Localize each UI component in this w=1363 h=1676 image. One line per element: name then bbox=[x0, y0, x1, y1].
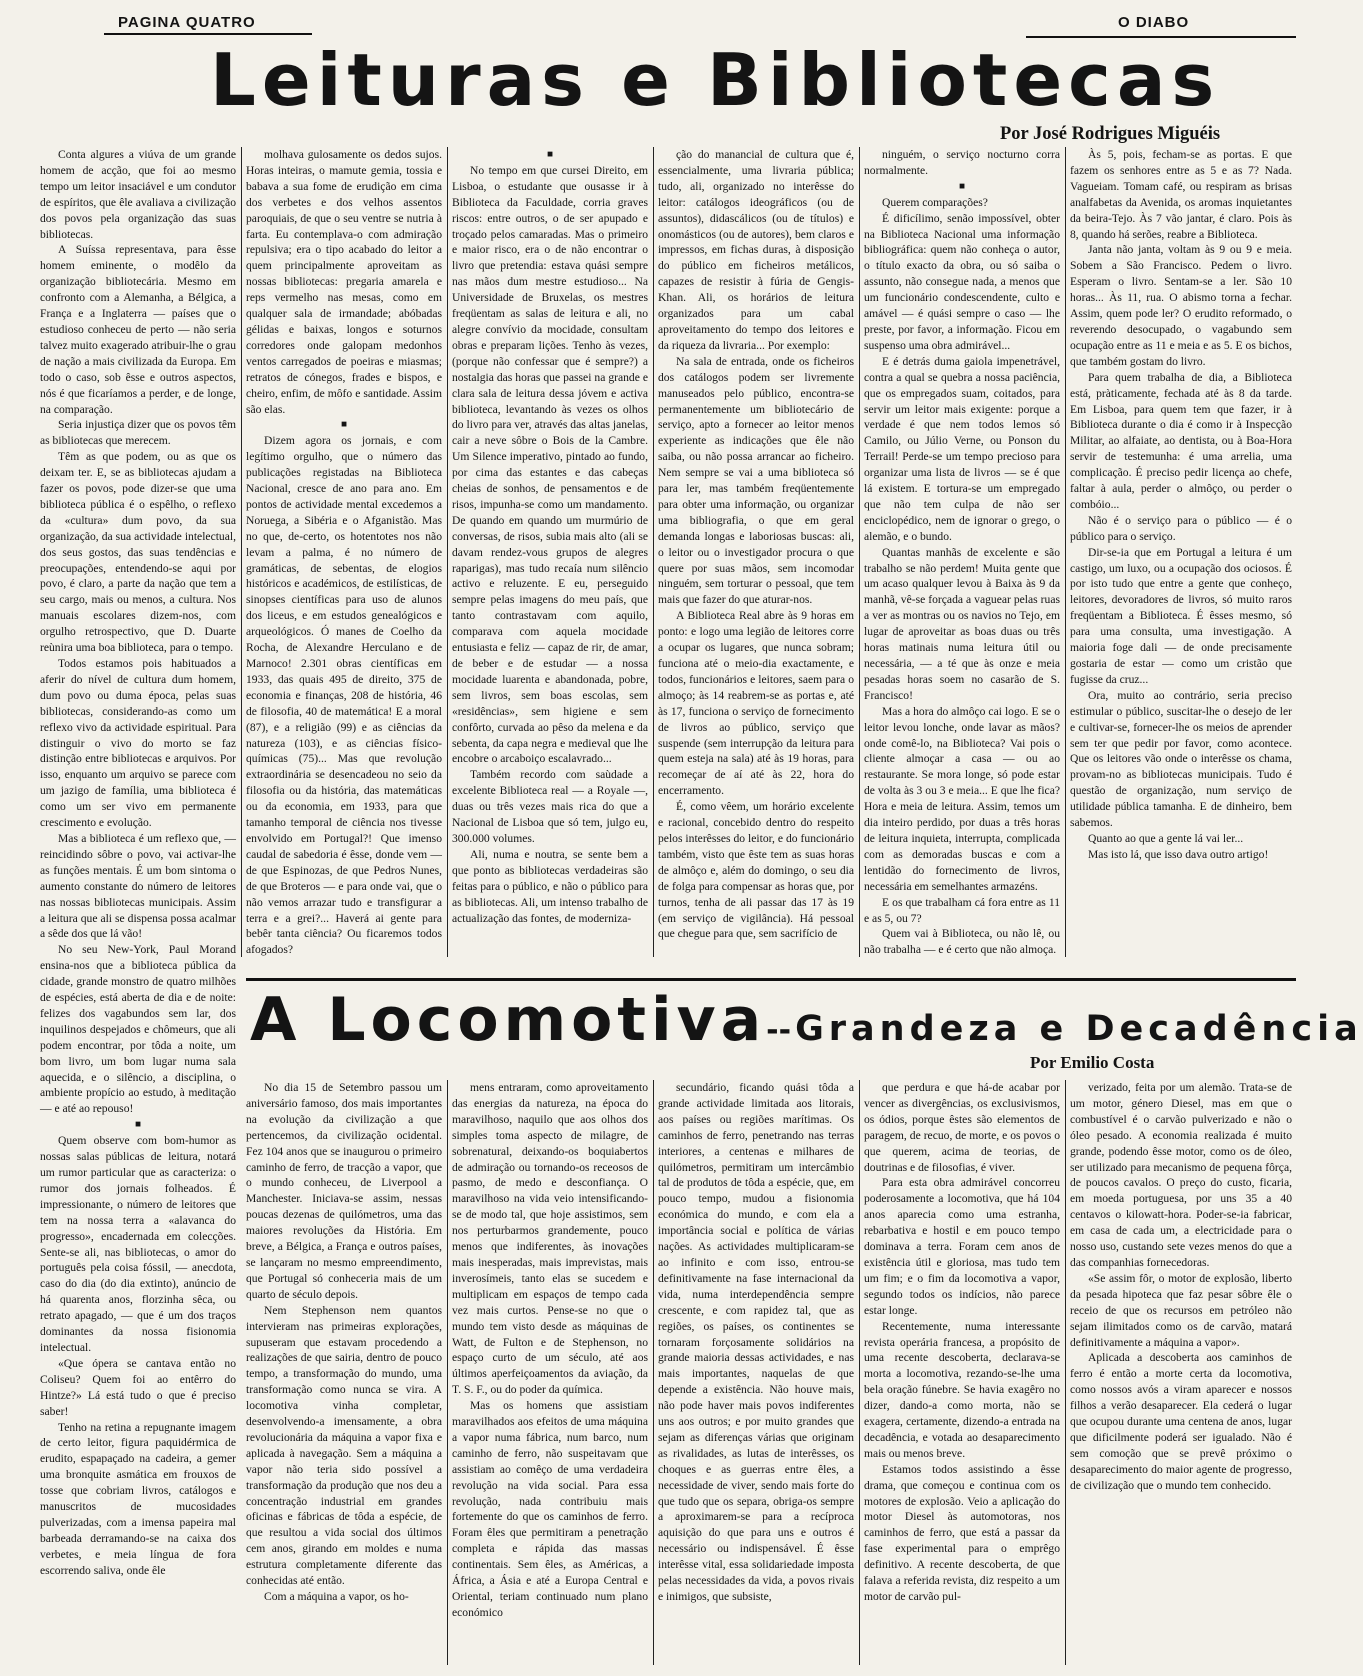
article2-byline: Por Emilio Costa bbox=[1030, 1053, 1155, 1072]
column-rule bbox=[1065, 1080, 1066, 1665]
paragraph: ninguém, o serviço nocturno corra normalmente. bbox=[864, 148, 1060, 177]
paragraph: É, como vêem, um horário excelente e racional, concebido dentro do respeito pelos interêsses do leitor, e do funcionário também, visto que êste tem as suas horas de almôço e, além do domingo, o seu dia de folga para compensar as horas que, por turnos, tenha de ali passar das 17 às 19 (em serviço de vigilância). Há pessoal que chegue para que, sem sacrifício de bbox=[658, 800, 854, 941]
column-rule bbox=[653, 1080, 654, 1665]
paragraph: «Que ópera se cantava então no Coliseu? Quem foi ao entêrro do Hintze?» Lá está tudo o que é preciso saber! bbox=[40, 1356, 236, 1418]
paragraph: Quem observe com bom-humor as nossas salas públicas de leitura, notará um rumor particular que as caracteriza: o rumor dos jornais folheados. É impressionante, o número de leitores que tem na nossa terra a «alavanca do progresso», encadernada em colecções. Sente-se ali, nas bibliotecas, o amor do português pela coisa fóssil, — anecdota, caso do dia (do dia extinto), anúncio de há quarenta anos, florzinha sêca, ou retrato apagado, — que é um dos traços dominantes da nossa fisionomia intelectual. bbox=[40, 1134, 236, 1354]
paragraph: No seu New-York, Paul Morand ensina-nos que a biblioteca pública da cidade, grande monstro de quatro milhões de espécies, está aberta de dia e de noite: felizes dos vagabundos sem lar, dos inquilinos despejados e chômeurs, que ali podem encontrar, por tôda a noite, um bom livro, um bom lugar numa sala aquecida, e o silêncio, a disciplina, o ambiente propício ao estudo, à meditação — e até ao repouso! bbox=[40, 943, 236, 1116]
paragraph: Querem comparações? bbox=[882, 195, 988, 209]
article2-column bbox=[1070, 1080, 1292, 1670]
paragraph: No tempo em que cursei Direito, em Lisboa, o estudante que ousasse ir à Biblioteca da Faculdade, corria graves riscos: entre outros, o de ser apupado e troçado pelos camaradas. Mas o primeiro e maior risco, era o de não encontrar o livro que pretendia: estava quási sempre nas mãos dum mestre estudioso... Na Universidade de Bruxelas, os mestres freqüentam as salas de leitura e ali, no alegre convívio da mocidade, consultam obras e preparam lições. Tenho às vezes, (porque não confessar que é sempre?) a nostalgia das horas que passei na grande e clara sala de leitura dessa jóvem e activa biblioteca, levantando às vezes os olhos do livro para ver, através das altas janelas, cair a neve sôbre o Bois de la Cambre. Um Silence imperativo, pintado ao fundo, por cima das estantes e das cabeças cheias de sonhos, de pensamentos e de risos, impunha-se como um mandamento. De quando em quando um murmúrio de conversas, de risos, subia mais alto (ali se davam rendez-vous grupos de alegres raparigas), mas tudo recaía num silêncio activo e reluzente. E eu, perseguido sempre pelas imagens do meu país, que tanto contrastavam com aquilo, comparava com aquela mocidade entusiasta e feliz — capaz de rir, de amar, de beber e de estudar — a nossa mocidade luarenta e abandonada, pobre, sem livros, sem boas escolas, sem «residências», sem higiene e sem confôrto, curvada ao pêso da melena e da sebenta, da capa negra e medieval que lhe encobre o arcaboiço escalavrado... bbox=[452, 163, 648, 766]
paragraph: Tenho na retina a repugnante imagem de certo leitor, figura paquidérmica de erudito, espapaçado na cadeira, a gemer uma bronquite asmática em frouxos de tosse que cobriam livros, catálogos e manuscritos de mucosidades pulverizadas, com a imensa papeira mal barbeada derramando-se na caixa dos verbetes, e meia língua de fora escorrendo saliva, onde êle bbox=[40, 1420, 236, 1577]
article2-title-main: A Locomotiva bbox=[250, 985, 767, 1055]
paragraph: Aplicada a descoberta aos caminhos de ferro é então a morte certa da locomotiva, como nossos avós a viram aparecer e nossos filhos a verão desaparecer. Ela cederá o lugar que ocupou durante uma centena de anos, lugar que dificilmente poderá ser igualado. Não é sem comoção que se prevê próximo o desaparecimento do maior agente de progresso, de civilização que o mundo tem conhecido. bbox=[1070, 1351, 1292, 1492]
paragraph: secundário, ficando quási tôda a grande actividade limitada aos litorais, aos países ou regiões marítimas. Os caminhos de ferro, penetrando nas terras interiores, a centenas e milhares de quilómetros, permitiram um intercâmbio tal de produtos de tôda a espécie, que, em pouco tempo, mudou a fisionomia económica do mundo, e com ela a importância social e política de várias nações. As actividades multiplicaram-se ao infinito e com isso, entrou-se definitivamente na fase internacional da vida, numa interdependência sempre crescente, e com rapidez tal, que as regiões, os países, os continentes se tornaram forçosamente solidários na grande maioria dessas actividades, e nas mais importantes, naquelas de que depende a existência. Não houve mais, não pode haver mais povos indiferentes uns aos outros; e por muito grandes que sejam as diferenças várias que originam as rivalidades, as lutas de interêsses, os choques e as guerras entre êles, a necessidade de viver, sendo mais forte do que tudo que os separa, obriga-os sempre a aproximarem-se para a recíproca aquisição do que para uns e outros é necessário ou indispensável. É êsse interêsse vital, essa solidariedade imposta pelas necessidades da vida, a povos rivais e inimigos, que subsiste, bbox=[658, 1081, 854, 1603]
paragraph: Não é o serviço para o público — é o público para o serviço. bbox=[1070, 513, 1292, 543]
paragraph: Também recordo com saùdade a excelente Biblioteca real — a Royale —, duas ou três vezes mais rica do que a Nacional de Lisboa que só tem, julgo eu, 300.000 volumes. bbox=[452, 768, 648, 845]
paragraph: É dificílimo, senão impossível, obter na Biblioteca Nacional uma informação bibliográfica: quem não conheça o autor, o título exacto da obra, ou só saiba o assunto, não consegue nada, a menos que um funcionário condescendente, culto e amável — é quási sempre o caso — lhe preste, por favor, a informação. Ficou em suspenso uma obra admirável... bbox=[864, 211, 1060, 352]
paragraph: Na sala de entrada, onde os ficheiros dos catálogos podem ser livremente manuseados pelo público, encontra-se permanentemente um bibliotecário de serviço, apto a fornecer ao leitor menos experiente as indicações que êle não saiba, ou não possa arrancar ao ficheiro. Nem sempre se vai a uma biblioteca só para ler, mas também freqüentemente para obter uma informação, ou organizar uma bibliografia, o que em geral demanda longas e laboriosas buscas: ali, o leitor ou o investigador procura o que quere por suas mãos, sem incomodar ninguém, sem torturar o pessoal, que tem mais que fazer do que aturar-nos. bbox=[658, 354, 854, 607]
article2-title bbox=[250, 985, 1363, 1055]
paragraph: Mas os homens que assistiam maravilhados aos efeitos de uma máquina a vapor numa fábrica, num barco, num caminho de ferro, não suspeitavam que assistiam ao comêço de uma verdadeira revolução na vida social. Para essa revolução, nada contribuiu mais fortemente do que os caminhos de ferro. Foram êles que permitiram a penetração completa e rápida das massas continentais. Sem êles, as Américas, a África, a Ásia e até a Europa Central e Oriental, teriam continuado num plano económico bbox=[452, 1399, 648, 1619]
paragraph: No dia 15 de Setembro passou um aniversário famoso, dos mais importantes na evolução da civilização a que pertencemos, da civilização ocidental. Fez 104 anos que se inaugurou o primeiro caminho de ferro, de tracção a vapor, que o mundo conheceu, de Liverpool a Manchester. Iniciava-se assim, nessas poucas dezenas de quilómetros, uma das maiores revoluções da História. Em breve, a Bélgica, a França e outros países, se lançaram no mesmo empreendimento, que Portugal só conheceria mais de um quarto de século depois. bbox=[246, 1081, 442, 1301]
article1-column bbox=[658, 147, 854, 977]
paragraph: Nem Stephenson nem quantos intervieram nas primeiras explorações, supuseram que estavam procedendo a realizações de que sairia, dentro de pouco tempo, a transformação do mundo, uma transformação como nunca se vira. A locomotiva vinha completar, desenvolvendo-a imensamente, a obra revolucionária da máquina a vapor fixa e aplicada à navegação. Sem a máquina a vapor não teria sido possível a transformação da produção que nos deu a concentração industrial em grandes oficinas e fábricas de tôda a espécie, de que resultou a vida social dos últimos cem anos, girando em moldes e numa estrutura completamente diferente das conhecidas até então. bbox=[246, 1303, 442, 1588]
paragraph: Para quem trabalha de dia, a Biblioteca está, pràticamente, fechada até às 8 da tarde. Em Lisboa, para quem tem que fazer, ir à Biblioteca durante o dia é como ir à Inspecção Militar, ao alfaiate, ao dentista, ou à Boa-Hora servir de testemunha: é uma arrelia, uma complicação. É preciso pedir licença ao chefe, faltar à aula, perder o almôço, ou perder o combóio... bbox=[1070, 370, 1292, 511]
paragraph: Recentemente, numa interessante revista operária francesa, a propósito de uma recente descoberta, declarava-se morta a locomotiva, rezando-se-lhe uma bela oração fúnebre. Se havia exagêro no dizer, dando-a como morta, não se exagera, certamente, dizendo-a entrada na decadência, e votada ao desaparecimento mais ou menos breve. bbox=[864, 1319, 1060, 1460]
paragraph: E os que trabalham cá fora entre as 11 e as 5, ou 7? bbox=[864, 895, 1060, 925]
section-ornament: ■ bbox=[546, 149, 554, 160]
paragraph: Mas isto lá, que isso dava outro artigo! bbox=[1088, 847, 1269, 861]
paragraph: Ali, numa e noutra, se sente bem a que ponto as bibliotecas verdadeiras são feitas para o público, e não o público para as bibliotecas. Ali, um intenso trabalho de actualização das fontes, de moderniza- bbox=[452, 847, 648, 925]
running-head-right: O DIABO bbox=[1118, 14, 1190, 31]
paragraph: «Se assim fôr, o motor de explosão, liberto da pesada hipoteca que faz pesar sôbre êle o receio de que os recursos em petróleo não sejam ilimitados como os de carvão, matará definitivamente a máquina a vapor». bbox=[1070, 1271, 1292, 1349]
section-ornament: ■ bbox=[340, 419, 348, 431]
article1-byline: Por José Rodrigues Miguéis bbox=[1000, 124, 1221, 144]
paragraph: Seria injustiça dizer que os povos têm as bibliotecas que merecem. bbox=[40, 418, 236, 448]
article2-column bbox=[658, 1080, 854, 1670]
article1-column bbox=[452, 147, 648, 977]
paragraph: Quanto ao que a gente lá vai ler... bbox=[1088, 831, 1244, 845]
paragraph: Dizem agora os jornais, e com legítimo orgulho, que o número das publicações registadas na Biblioteca Nacional, cresce de ano para ano. Em pontos de actividade mental excedemos a Noruega, a Sibéria e o Afganistão. Mas no que, de-certo, os hotentotes nos não levam a palma, é no número de gramáticas, de sebentas, de elogios históricos e académicos, de estilísticas, de sinopses científicas para uso de alunos dos liceus, e em estudos genealógicos e arqueológicos. Ó manes de Coelho da Rocha, de Alexandre Herculano e de Marnoco! 2.301 obras científicas em 1933, das quais 495 de direito, 375 de economia e finanças, 208 de história, 46 de filosofia, 40 de matemática! E a moral (87), e a religião (99) e as ciências da natureza (103), e as ciências físico-químicas (75)... Mas que revolução extraordinária se desencadeou no seio da filosofia ou da história, das matemáticas ou da economia, em 1933, para que tamanho temporal de ciência nos tivesse envolvido em Portugal?! Que imenso caudal de sabedoria é êsse, donde vem — de que Espinozas, de que Pedros Nunes, de que Broteros — e para onde vai, que o não vemos arrazar tudo e transfigurar a terra e a grei?... Haverá ai gente para bebêr tanta ciência? Ou ficaremos todos afogados? bbox=[246, 434, 442, 957]
paragraph: que perdura e que há-de acabar por vencer as divergências, os exclusivismos, os ódios, porque êstes são elementos de paragem, de recuo, de morte, e os povos o que querem, acima de teorias, de doutrinas e de filosofias, é viver. bbox=[864, 1081, 1060, 1174]
paragraph: Mas a biblioteca é um reflexo que, — reincidindo sôbre o povo, vai activar-lhe as funções mentais. É um bom sintoma o aumento constante do número de leitores nas nossas bibliotecas municipais. Assim a leitura que ali se dispensa possa acalmar a sêde dos que lá vão! bbox=[40, 831, 236, 941]
paragraph: E é detrás duma gaiola impenetrável, contra a qual se quebra a nossa paciência, que os empregados suam, coitados, para servir um leitor mais exigente: porque a verdade é que nem todos lemos só Camilo, ou Júlio Verne, ou Ponson du Terrail! Perde-se um tempo precioso para organizar uma lista de livros — se é que lá existem. E tortura-se um empregado que não tem culpa de não ser enciclopédico, nem de ignorar o grego, o alemão, e o bundo. bbox=[864, 354, 1060, 543]
section-ornament: ■ bbox=[134, 1119, 142, 1131]
article2-column bbox=[864, 1080, 1060, 1670]
column-rule bbox=[859, 1080, 860, 1665]
paragraph: Com a máquina a vapor, os ho- bbox=[264, 1590, 409, 1603]
paragraph: A Biblioteca Real abre às 9 horas em ponto: e logo uma legião de leitores corre a ocupar os lugares, que nunca sobram; funciona até o meio-dia exactamente, e todos, funcionários e leitores, saem para o almoço; às 14 reabrem-se as portas e, até às 17, funciona o serviço de fornecimento de livros ao público, serviço que suspende (sem interrupção da leitura para quem esteja na sala) até às 19 horas, para recomeçar de aí até às 22, hora do encerramento. bbox=[658, 609, 854, 798]
paragraph: Quem vai à Biblioteca, ou não lê, ou não trabalha — e é certo que não almoça. bbox=[864, 927, 1060, 957]
article2-column bbox=[452, 1080, 648, 1670]
paragraph: A Suíssa representava, para êsse homem eminente, o modêlo da organização bibliotecária. Mesmo em confronto com a Alemanha, a Bélgica, a França e a Inglaterra — países que o estudioso conheceu de perto — não seria talvez muito exagerado atribuir-lhe o grau de nação a mais civilizada da Europa. Em todo o caso, sob êsse e outros aspectos, nós é que ficaríamos a perder, e de longe, na comparação. bbox=[40, 243, 236, 416]
article1-column bbox=[246, 147, 442, 977]
paragraph: Conta algures a viúva de um grande homem de acção, que foi ao mesmo tempo um leitor insaciável e um condutor de espíritos, que êle avaliava a civilização dos povos pela organização das suas bibliotecas. bbox=[40, 148, 236, 241]
paragraph: Ora, muito ao contrário, seria preciso estimular o público, suscitar-lhe o desejo de ler e cultivar-se, fornecer-lhe os meios de aprender sem ter que pedir por favor, como acontece. Que os leitores vão onde o interêsse os chama, provam-no as bibliotecas municipais. Tudo é questão de organização, num serviço de utilidade pública tamanha. E de dinheiro, bem sabemos. bbox=[1070, 688, 1292, 830]
article2-title-sub: Grandeza e Decadência bbox=[795, 1009, 1363, 1049]
article1-column bbox=[1070, 147, 1292, 977]
paragraph: verizado, feita por um alemão. Trata-se de um motor, género Diesel, mas em que o combustível é o carvão pulverizado e não o óleo pesado. A economia realizada é muito grande, podendo êsse motor, como os de óleo, ser utilizado para mecanismo de pequena fôrça, de poucos cavalos. O preço do custo, ficaria, em moeda portuguesa, por uns 35 a 40 centavos o kilowatt-hora. Poder-se-ia fabricar, em casa de cada um, a electricidade para o nosso uso, custando sete vezes menos do que a das companhias fornecedoras. bbox=[1070, 1081, 1292, 1269]
article2-column bbox=[246, 1080, 442, 1670]
running-head-left-rule bbox=[104, 33, 312, 35]
column-rule bbox=[653, 147, 654, 957]
column-rule bbox=[1065, 147, 1066, 957]
article-separator-rule bbox=[246, 978, 1296, 981]
section-ornament: ■ bbox=[958, 180, 966, 192]
paragraph: Janta não janta, voltam às 9 ou 9 e meia. Sobem a São Francisco. Pedem o livro. Esperam o livro. Sentam-se a ler. São 10 horas... Às 11, rua. O abismo torna a fechar. Assim, quem pode ler? O erudito reformado, o reverendo desocupado, o vagabundo sem ocupação entre as 11 e meia e as 5. E os bichos, que também gostam do livro. bbox=[1070, 243, 1292, 368]
paragraph: Para esta obra admirável concorreu poderosamente a locomotiva, que há 104 anos aparecia como uma estranha, rebarbativa e hostil e em pouco tempo dominava a terra. Foram cem anos de existência útil e gloriosa, mas tudo tem um fim; e o fim da locomotiva a vapor, segundo todos os indícios, não parece estar longe. bbox=[864, 1176, 1060, 1317]
paragraph: mens entraram, como aproveitamento das energias da natureza, na época do maravilhoso, naquilo que aos olhos dos simples toma aspecto de milagre, de sobrenatural, deixando-os boquiabertos de admiração ou tornando-os receosos de pasmo, de medo e desconfiança. O maravilhoso na vida veio intensificando-se de modo tal, que hoje assistimos, sem nos perturbarmos grandemente, pouco menos que indiferentes, às inovações mais inesperadas, mais imprevistas, mais inverosímeis, tanto elas se sucedem e multiplicam em espaços de tempo cada vez mais curtos. Pense-se no que o mundo tem visto desde as máquinas de Watt, de Fulton e de Stephenson, no espaço curto de um século, até aos últimos aperfeiçoamentos da aviação, da T. S. F., ou do poder da química. bbox=[452, 1081, 648, 1397]
paragraph: Mas a hora do almôço cai logo. E se o leitor levou lonche, onde lavar as mãos? onde comê-lo, na Biblioteca? Vai pois o cliente almoçar a casa — ou ao restaurante. Se mora longe, só pode estar de volta às 3 ou 3 e meia... E que lhe fica? Hora e meia de leitura. Assim, temos um dia inteiro perdido, por duas a três horas de leitura inquieta, interrupta, complicada com as demoradas buscas e com a lentidão do fornecimento de livros, necessária em semelhantes armazéns. bbox=[864, 704, 1060, 893]
paragraph: Quantas manhãs de excelente e são trabalho se não perdem! Muita gente que um acaso qualquer levou à Baixa às 9 da manhã, vê-se forçada a vaguear pelas ruas a ver as montras ou os navios no Tejo, em lugar de aproveitar as boas duas ou três horas matinais numa leitura útil ou necessária, — a té que às onze e meia pesadas horas soem no casarão de S. Francisco! bbox=[864, 545, 1060, 702]
article1-title: Leituras e Bibliotecas bbox=[210, 38, 1221, 122]
article1-column bbox=[40, 147, 236, 1577]
column-rule bbox=[447, 1080, 448, 1665]
paragraph: Têm as que podem, ou as que os deixam ter. E, se as bibliotecas ajudam a fazer os povos, pode dizer-se que uma biblioteca pública é o espêlho, o reflexo da «cultura» dum povo, da sua organização, da sua actividade intelectual, dos seus gostos, das suas tendências e preocupações, entendendo-se aqui por povo, é claro, a parte da nação que tem a seu cargo, mais ou menos, a cultura. Nos manuais escolares dizem-nos, com orgulho retrospectivo, que D. Duarte reùnira uma boa biblioteca, para o tempo. bbox=[40, 450, 236, 655]
running-head-left: PAGINA QUATRO bbox=[118, 14, 256, 31]
paragraph: ção do manancial de cultura que é, essencialmente, uma livraria pública; tudo, ali, organizado no interêsse do leitor: catálogos ideográficos (ou de assuntos), didascálicos (ou de títulos) e onomásticos (ou de autores), bem claros e impressos, em fichas duras, à disposição do público em ficheiros metálicos, capazes de resistir à fúria de Gengis-Khan. Ali, os horários de leitura organizados para um cabal aproveitamento do tempo dos leitores e da riqueza da livraria... Por exemplo: bbox=[658, 148, 854, 352]
column-rule bbox=[447, 147, 448, 957]
column-rule bbox=[241, 147, 242, 957]
article2-title-dash: -- bbox=[766, 1013, 792, 1048]
paragraph: Todos estamos pois habituados a aferir do nível de cultura dum homem, dum povo ou duma época, pelas suas bibliotecas, considerando-as como um reflexo vivo da actividade espiritual. Para distinguir o vivo do morto se faz distinção entre bibliotecas e arquivos. Por isso, enquanto um arquivo se parece com um jazigo de família, uma biblioteca é como um ser vivo em permanente crescimento e evolução. bbox=[40, 657, 236, 830]
column-rule bbox=[859, 147, 860, 957]
paragraph: Dir-se-ia que em Portugal a leitura é um castigo, um luxo, ou a ocupação dos ociosos. É por isto tudo que entre a gente que conheço, leitores, devoradores de livros, só muito raros freqüentam a Biblioteca. É êsses mesmo, só para uma consulta, uma investigação. A maioria foge dali — de onde precisamente gostaria de estar — como um cristão que fugisse da cruz... bbox=[1070, 545, 1292, 686]
paragraph: Estamos todos assistindo a êsse drama, que começou e continua com os motores de explosão. Veio a aplicação do motor Diesel às automotoras, nos caminhos de ferro, que está a passar da fase experimental para o emprêgo definitivo. A recente descoberta, de que falava a referida revista, diz respeito a um motor de carvão pul- bbox=[864, 1462, 1060, 1603]
article1-column bbox=[864, 147, 1060, 977]
paragraph: molhava gulosamente os dedos sujos. Horas inteiras, o mamute gemia, tossia e babava a sua fome de erudição em cima dos verbetes e dos velhos assentos paroquiais, de que o seu ventre se nutria à farta. Eu contemplava-o com admiração repulsiva; era o tipo acabado do leitor a quem principalmente aproveitam as nossas bibliotecas: pregaria amarela e reps vermelho nas mesas, como em qualquer sala de irmandade; abóbadas gélidas e baixas, longos e soturnos corredores onde galopam medonhos ventos carregados de poeiras e miasmas; retratos de cónegos, frades e bispos, e cheiro, enfim, de môfo e santidade. Assim são elas. bbox=[246, 148, 442, 416]
paragraph: Às 5, pois, fecham-se as portas. E que fazem os senhores entre as 5 e as 7? Nada. Vagueiam. Tomam café, ou respiram as brisas analfabetas da Avenida, os aromas inquietantes da beira-Tejo. Às 7 vão jantar, é claro. Pois às 8, quando há serões, reabre a Biblioteca. bbox=[1070, 148, 1292, 241]
